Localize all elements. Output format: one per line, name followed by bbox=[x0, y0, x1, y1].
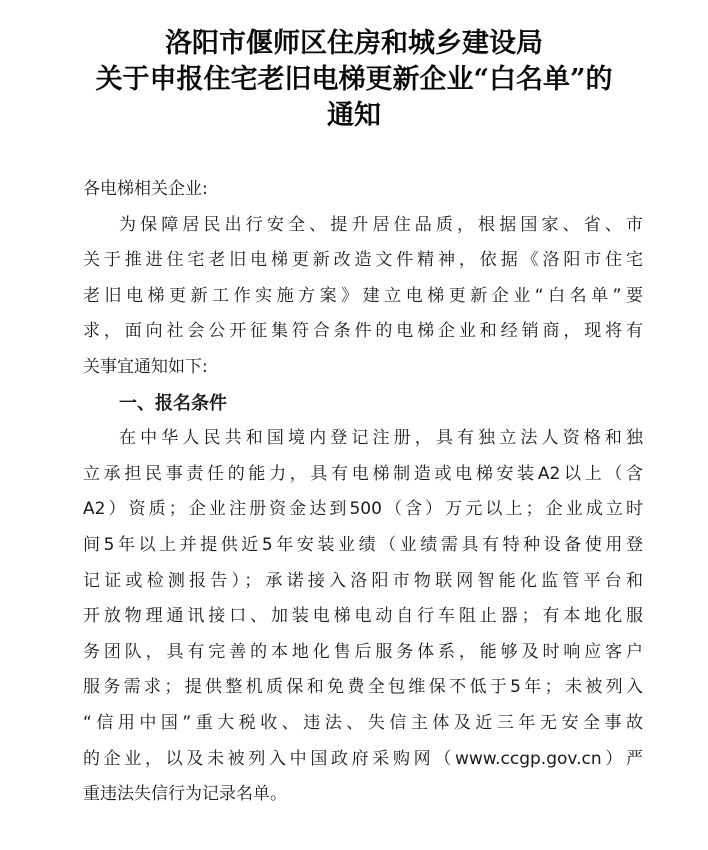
paragraph-line-with-link: 的企业，以及未被列入中国政府采购网（www.ccgp.gov.cn）严 bbox=[83, 748, 643, 769]
paragraph-line: 为保障居民出行安全、提升居住品质，根据国家、省、市 bbox=[119, 214, 643, 235]
salutation: 各电梯相关企业: bbox=[83, 179, 208, 199]
paragraph-line: 务团队，具有完善的本地化售后服务体系，能够及时响应客户 bbox=[83, 641, 643, 662]
paragraph-line: 关事宜通知如下: bbox=[83, 356, 208, 377]
paragraph-line: 间5年以上并提供近5年安装业绩（业绩需具有特种设备使用登 bbox=[83, 534, 643, 555]
document-title bbox=[0, 26, 708, 134]
intro-paragraph bbox=[83, 208, 643, 386]
section-heading-registration-conditions: 一、报名条件 bbox=[119, 392, 227, 414]
paragraph-line: 求，面向社会公开征集符合条件的电梯企业和经销商，现将有 bbox=[83, 321, 643, 342]
paragraph-line: A2）资质；企业注册资金达到500（含）万元以上；企业成立时 bbox=[83, 499, 643, 520]
paragraph-line: 老旧电梯更新工作实施方案》建立电梯更新企业“白名单”要 bbox=[83, 285, 643, 306]
paragraph-line: 开放物理通讯接口、加装电梯电动自行车阻止器；有本地化服 bbox=[83, 606, 643, 627]
title-line-notice: 通知 bbox=[327, 100, 381, 131]
document-body bbox=[83, 172, 643, 813]
paragraph-line: 立承担民事责任的能力，具有电梯制造或电梯安装A2以上（含 bbox=[83, 463, 643, 484]
paragraph-line: “信用中国”重大税收、违法、失信主体及近三年无安全事故 bbox=[83, 712, 643, 733]
paragraph-line: 关于推进住宅老旧电梯更新改造文件精神，依据《洛阳市住宅 bbox=[83, 250, 643, 271]
title-line-subject: 关于申报住宅老旧电梯更新企业“白名单”的 bbox=[95, 64, 613, 95]
paragraph-line: 记证或检测报告）；承诺接入洛阳市物联网智能化监管平台和 bbox=[83, 570, 643, 591]
registration-conditions-paragraph bbox=[83, 421, 643, 813]
paragraph-line: 在中华人民共和国境内登记注册，具有独立法人资格和独 bbox=[119, 428, 643, 449]
title-line-issuer: 洛阳市偃师区住房和城乡建设局 bbox=[165, 28, 543, 59]
paragraph-line: 服务需求；提供整机质保和免费全包维保不低于5年；未被列入 bbox=[83, 677, 643, 698]
paragraph-line: 重违法失信行为记录名单。 bbox=[83, 784, 287, 805]
